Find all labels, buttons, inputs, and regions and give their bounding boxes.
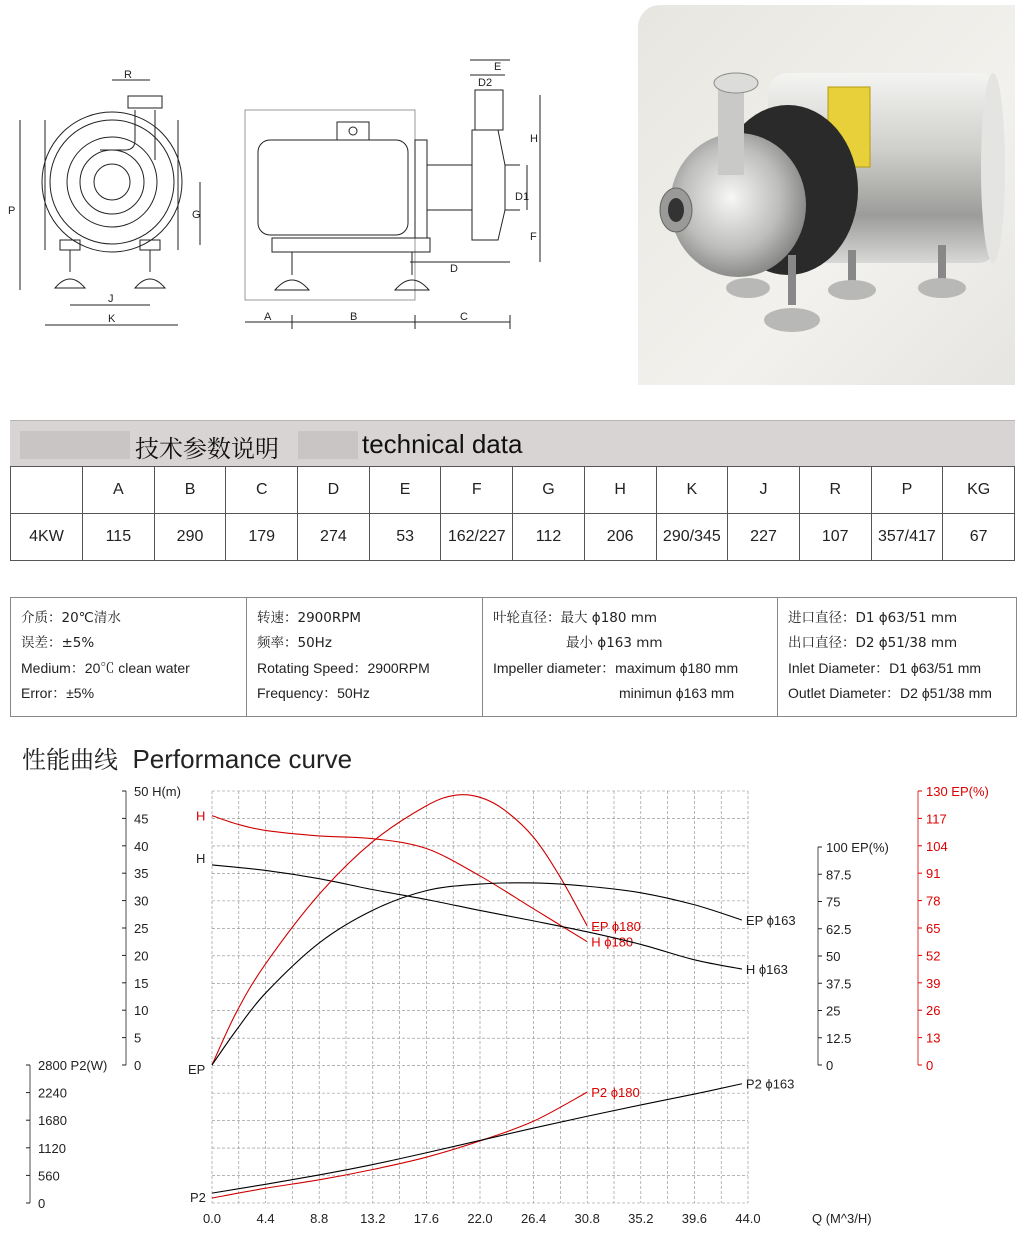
frequency-cn: 频率：50Hz <box>257 635 332 651</box>
frequency-en: Frequency：50Hz <box>257 685 370 701</box>
technical-data-title-en: technical data <box>362 429 523 459</box>
impeller-min-en: minimun ϕ163 mm <box>619 685 735 701</box>
ep-axis-tick-label: 100 EP(%) <box>826 840 889 855</box>
technical-data-title-cn: 技术参数说明 <box>135 435 279 463</box>
ep-red-axis-tick-label: 13 <box>926 1030 941 1046</box>
ep-axis-tick-label: 62.5 <box>826 921 852 937</box>
ep-axis-tick-label: 50 <box>826 949 841 964</box>
impeller-label-en: Impeller diameter： <box>493 660 616 676</box>
p2-axis-tick-label: 1120 <box>38 1140 66 1156</box>
table-cell: 162/227 <box>441 514 513 561</box>
ep-red-axis-tick-label: 52 <box>926 948 941 964</box>
medium-en: Medium：20℃ clean water <box>21 660 190 676</box>
x-tick-label: 0.0 <box>202 1211 222 1226</box>
x-tick-label: 44.0 <box>735 1211 761 1226</box>
inlet-cn: 进口直径：D1 ϕ63/51 mm <box>788 610 958 626</box>
curve-label-p2-163: P2 ϕ163 <box>745 1076 795 1092</box>
pump-illustration <box>638 5 1015 385</box>
error-en: Error：±5% <box>21 685 95 701</box>
table-cell: 179 <box>226 514 298 561</box>
table-header-cell: G <box>513 467 585 514</box>
dim-label-d2: D2 <box>478 77 493 89</box>
ep-red-axis-tick-label: 0 <box>926 1058 934 1073</box>
table-header-row <box>11 467 1015 514</box>
table-cell: 357/417 <box>871 514 943 561</box>
ep-red-axis-tick-label: 39 <box>926 975 941 991</box>
curve-label-ep-163: EP ϕ163 <box>745 913 796 929</box>
impeller-max-en: maximum ϕ180 mm <box>615 660 739 676</box>
curve-label-ep-180: EP ϕ180 <box>591 918 641 934</box>
outlet-en: Outlet Diameter：D2 ϕ51/38 mm <box>788 685 992 701</box>
x-tick-label: 26.4 <box>520 1211 547 1226</box>
x-tick-label: 4.4 <box>256 1211 275 1226</box>
operating-conditions-box <box>10 597 1017 717</box>
h-axis-tick-label: 25 <box>134 921 149 936</box>
table-header-cell: F <box>441 467 513 514</box>
impeller-label-cn: 叶轮直径： <box>493 610 561 626</box>
dim-label-g: G <box>192 209 201 221</box>
ep-axis-tick-label: 12.5 <box>826 1030 852 1046</box>
performance-title <box>22 740 352 775</box>
dim-label-a: A <box>264 311 272 323</box>
table-header-cell: H <box>584 467 656 514</box>
x-tick-label: 30.8 <box>574 1211 600 1226</box>
medium-cn: 介质：20℃清水 <box>21 610 121 626</box>
dim-label-e: E <box>494 61 502 73</box>
speed-en: Rotating Speed：2900RPM <box>257 660 430 676</box>
x-tick-label: 35.2 <box>628 1211 654 1226</box>
ep-red-axis-tick-label: 104 <box>926 838 948 854</box>
table-cell: 107 <box>799 514 871 561</box>
p2-axis-tick-label: 560 <box>38 1168 60 1184</box>
dim-label-k: K <box>108 313 116 325</box>
ep-axis-tick-label: 37.5 <box>826 976 852 992</box>
pump-dimension-drawing <box>0 0 640 340</box>
p2-start-label: P2 <box>190 1190 206 1206</box>
table-cell: 290 <box>154 514 226 561</box>
curve-p2-163 <box>212 1084 742 1193</box>
speed-column <box>247 598 483 716</box>
h-axis-tick-label: 30 <box>134 893 149 909</box>
x-tick-label: 13.2 <box>360 1211 386 1226</box>
impeller-max-cn: 最大 ϕ180 mm <box>560 610 658 626</box>
curve-label-h-163: H ϕ163 <box>745 962 788 978</box>
table-header-cell: P <box>871 467 943 514</box>
table-cell: 206 <box>584 514 656 561</box>
dim-label-h: H <box>530 133 538 145</box>
ep-red-axis-tick-label: 91 <box>926 866 941 882</box>
ep-red-axis-tick-label: 117 <box>926 811 947 827</box>
ep-axis-tick-label: 75 <box>826 894 841 910</box>
h-axis-tick-label: 10 <box>134 1003 149 1019</box>
h-axis-tick-label: 40 <box>134 838 149 854</box>
header-gray-box <box>298 431 358 459</box>
h-180-start-label: H <box>196 808 206 824</box>
performance-title-cn: 性能曲线 <box>22 746 118 774</box>
x-axis-label: Q (M^3/H) <box>812 1211 872 1226</box>
curve-label-h-180: H ϕ180 <box>591 934 634 950</box>
impeller-min-cn: 最小 ϕ163 mm <box>566 635 663 651</box>
ep-red-axis-tick-label: 78 <box>926 893 941 909</box>
table-cell: 67 <box>943 514 1015 561</box>
dim-label-b: B <box>350 311 358 323</box>
diameter-column <box>778 598 1014 716</box>
table-header-cell: E <box>369 467 441 514</box>
curve-ep-180 <box>212 795 587 1065</box>
technical-data-table <box>10 466 1015 561</box>
outlet-cn: 出口直径：D2 ϕ51/38 mm <box>788 635 958 651</box>
dim-label-j: J <box>108 293 114 305</box>
table-row <box>11 514 1015 561</box>
error-cn: 误差：±5% <box>21 635 95 651</box>
table-cell: 115 <box>83 514 155 561</box>
impeller-row <box>493 606 767 631</box>
performance-chart <box>0 775 1025 1235</box>
ep-red-axis-tick-label: 26 <box>926 1003 941 1019</box>
dim-label-d1: D1 <box>515 191 530 203</box>
medium-column <box>11 598 247 716</box>
h-axis-tick-label: 50 H(m) <box>134 784 181 799</box>
h-axis-tick-label: 0 <box>134 1058 142 1073</box>
p2-axis-tick-label: 2800 P2(W) <box>38 1058 108 1073</box>
dim-label-r: R <box>124 69 132 81</box>
table-header-cell: K <box>656 467 728 514</box>
table-cell: 227 <box>728 514 800 561</box>
x-tick-label: 8.8 <box>310 1211 329 1226</box>
inlet-en: Inlet Diameter：D1 ϕ63/51 mm <box>788 660 982 676</box>
h-axis-tick-label: 35 <box>134 866 149 882</box>
table-cell: 53 <box>369 514 441 561</box>
dim-label-d: D <box>450 263 458 275</box>
ep-axis-tick-label: 0 <box>826 1058 834 1073</box>
h-axis-tick-label: 45 <box>134 811 149 827</box>
impeller-en-row <box>493 656 767 681</box>
dim-label-c: C <box>460 311 468 323</box>
h-axis-tick-label: 20 <box>134 948 149 964</box>
header-gray-box <box>20 431 130 459</box>
table-header-cell: C <box>226 467 298 514</box>
table-cell: 112 <box>513 514 585 561</box>
ep-axis-tick-label: 25 <box>826 1003 841 1019</box>
technical-data-header <box>10 420 1015 466</box>
ep-axis-tick-label: 87.5 <box>826 867 852 883</box>
ep-start-label: EP <box>188 1062 206 1077</box>
table-header-cell <box>11 467 83 514</box>
ep-red-axis-tick-label: 130 EP(%) <box>926 784 989 799</box>
table-cell: 274 <box>298 514 370 561</box>
table-header-cell: A <box>83 467 155 514</box>
table-header-cell: B <box>154 467 226 514</box>
p2-axis-tick-label: 1680 <box>38 1113 67 1129</box>
curve-label-p2-180: P2 ϕ180 <box>591 1085 640 1101</box>
curve-h-163 <box>212 865 742 969</box>
table-header-cell: R <box>799 467 871 514</box>
table-header-cell: J <box>728 467 800 514</box>
h-axis-tick-label: 5 <box>134 1030 142 1046</box>
p2-axis-tick-label: 2240 <box>38 1085 67 1101</box>
x-tick-label: 39.6 <box>681 1211 708 1226</box>
performance-title-en: Performance curve <box>132 744 353 774</box>
x-tick-label: 17.6 <box>413 1211 440 1226</box>
p2-axis-tick-label: 0 <box>38 1196 46 1211</box>
h-163-start-label: H <box>196 850 206 866</box>
dim-label-f: F <box>530 231 537 243</box>
ep-red-axis-tick-label: 65 <box>926 921 941 936</box>
table-header-cell: D <box>298 467 370 514</box>
x-tick-label: 22.0 <box>467 1211 493 1226</box>
impeller-column <box>483 598 778 716</box>
table-header-cell: KG <box>943 467 1015 514</box>
h-axis-tick-label: 15 <box>134 975 149 991</box>
table-cell: 4KW <box>11 514 83 561</box>
table-cell: 290/345 <box>656 514 728 561</box>
pump-photo <box>638 5 1015 385</box>
speed-cn: 转速：2900RPM <box>257 610 362 626</box>
technical-data-section <box>10 420 1015 561</box>
dim-label-p: P <box>8 205 16 217</box>
